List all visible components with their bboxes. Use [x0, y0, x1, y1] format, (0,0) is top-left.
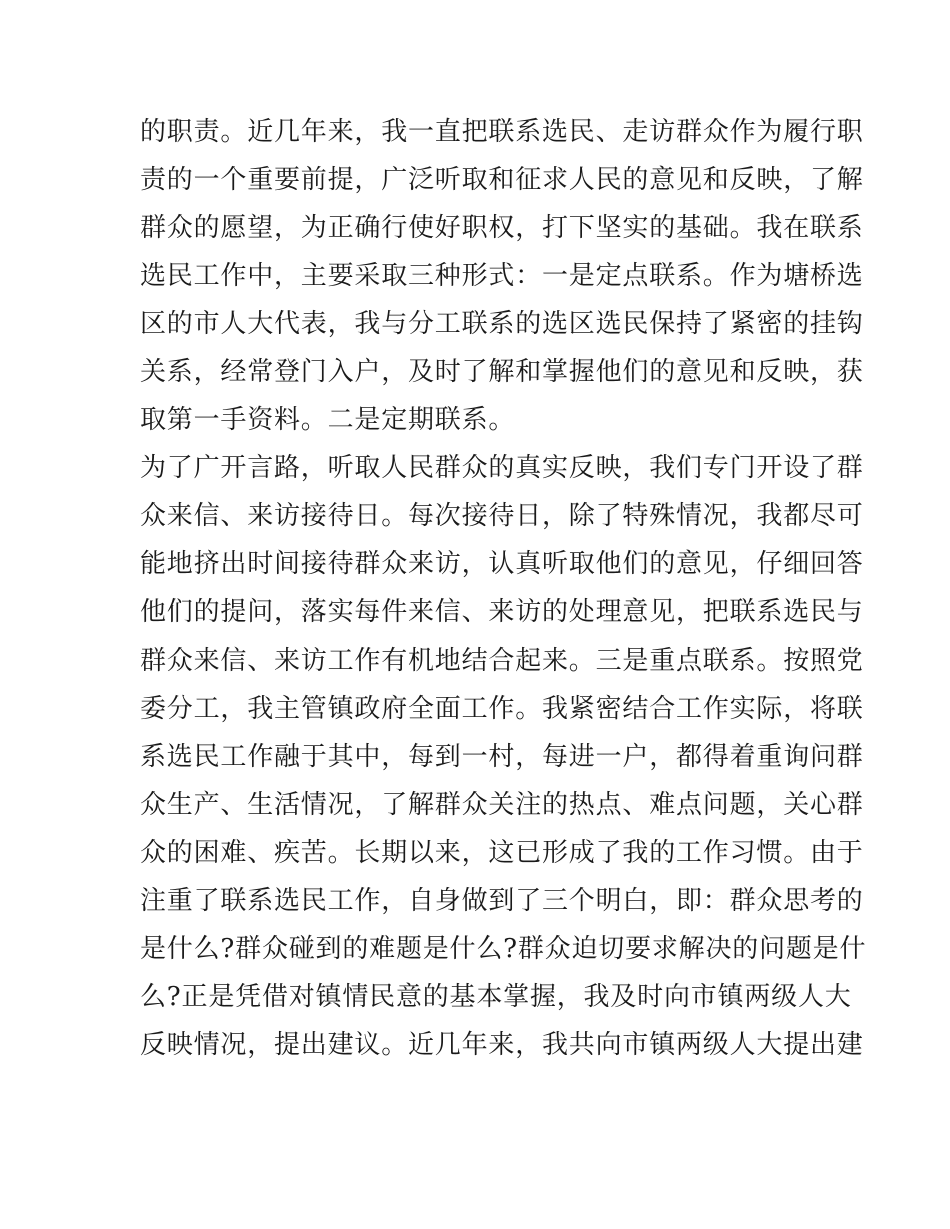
text-line: 的职责。近几年来，我一直把联系选民、走访群众作为履行职 — [140, 117, 864, 147]
text-line: 能地挤出时间接待群众来访，认真听取他们的意见，仔细回答 — [140, 549, 864, 580]
text-line: 群众的愿望，为正确行使好职权，打下坚实的基础。我在联系 — [140, 213, 864, 244]
text-line: 是什么?群众碰到的难题是什么?群众迫切要求解决的问题是什 — [140, 933, 867, 964]
text-line: 他们的提问，落实每件来信、来访的处理意见，把联系选民与 — [140, 597, 864, 628]
text-line: 系选民工作融于其中，每到一村，每进一户，都得着重询问群 — [140, 741, 864, 772]
text-line: 委分工，我主管镇政府全面工作。我紧密结合工作实际，将联 — [140, 693, 864, 724]
text-line: 么?正是凭借对镇情民意的基本掌握，我及时向市镇两级人大 — [140, 981, 852, 1012]
text-line: 众的困难、疾苦。长期以来，这已形成了我的工作习惯。由于 — [140, 837, 864, 868]
text-line: 责的一个重要前提，广泛听取和征求人民的意见和反映，了解 — [140, 165, 864, 196]
text-line: 众生产、生活情况，了解群众关注的热点、难点问题，关心群 — [140, 789, 864, 820]
body-text — [140, 108, 867, 1069]
text-line: 关系，经常登门入户，及时了解和掌握他们的意见和反映，获 — [140, 357, 864, 388]
text-line: 取第一手资料。二是定期联系。 — [140, 405, 516, 436]
text-line: 选民工作中，主要采取三种形式：一是定点联系。作为塘桥选 — [140, 261, 864, 292]
text-line: 群众来信、来访工作有机地结合起来。三是重点联系。按照党 — [140, 645, 864, 676]
text-line: 众来信、来访接待日。每次接待日，除了特殊情况，我都尽可 — [140, 501, 864, 532]
text-line: 为了广开言路，听取人民群众的真实反映，我们专门开设了群 — [140, 453, 864, 484]
text-line: 区的市人大代表，我与分工联系的选区选民保持了紧密的挂钩 — [140, 309, 864, 340]
text-line: 反映情况，提出建议。近几年来，我共向市镇两级人大提出建 — [140, 1029, 864, 1060]
text-line: 注重了联系选民工作，自身做到了三个明白，即：群众思考的 — [140, 885, 864, 916]
